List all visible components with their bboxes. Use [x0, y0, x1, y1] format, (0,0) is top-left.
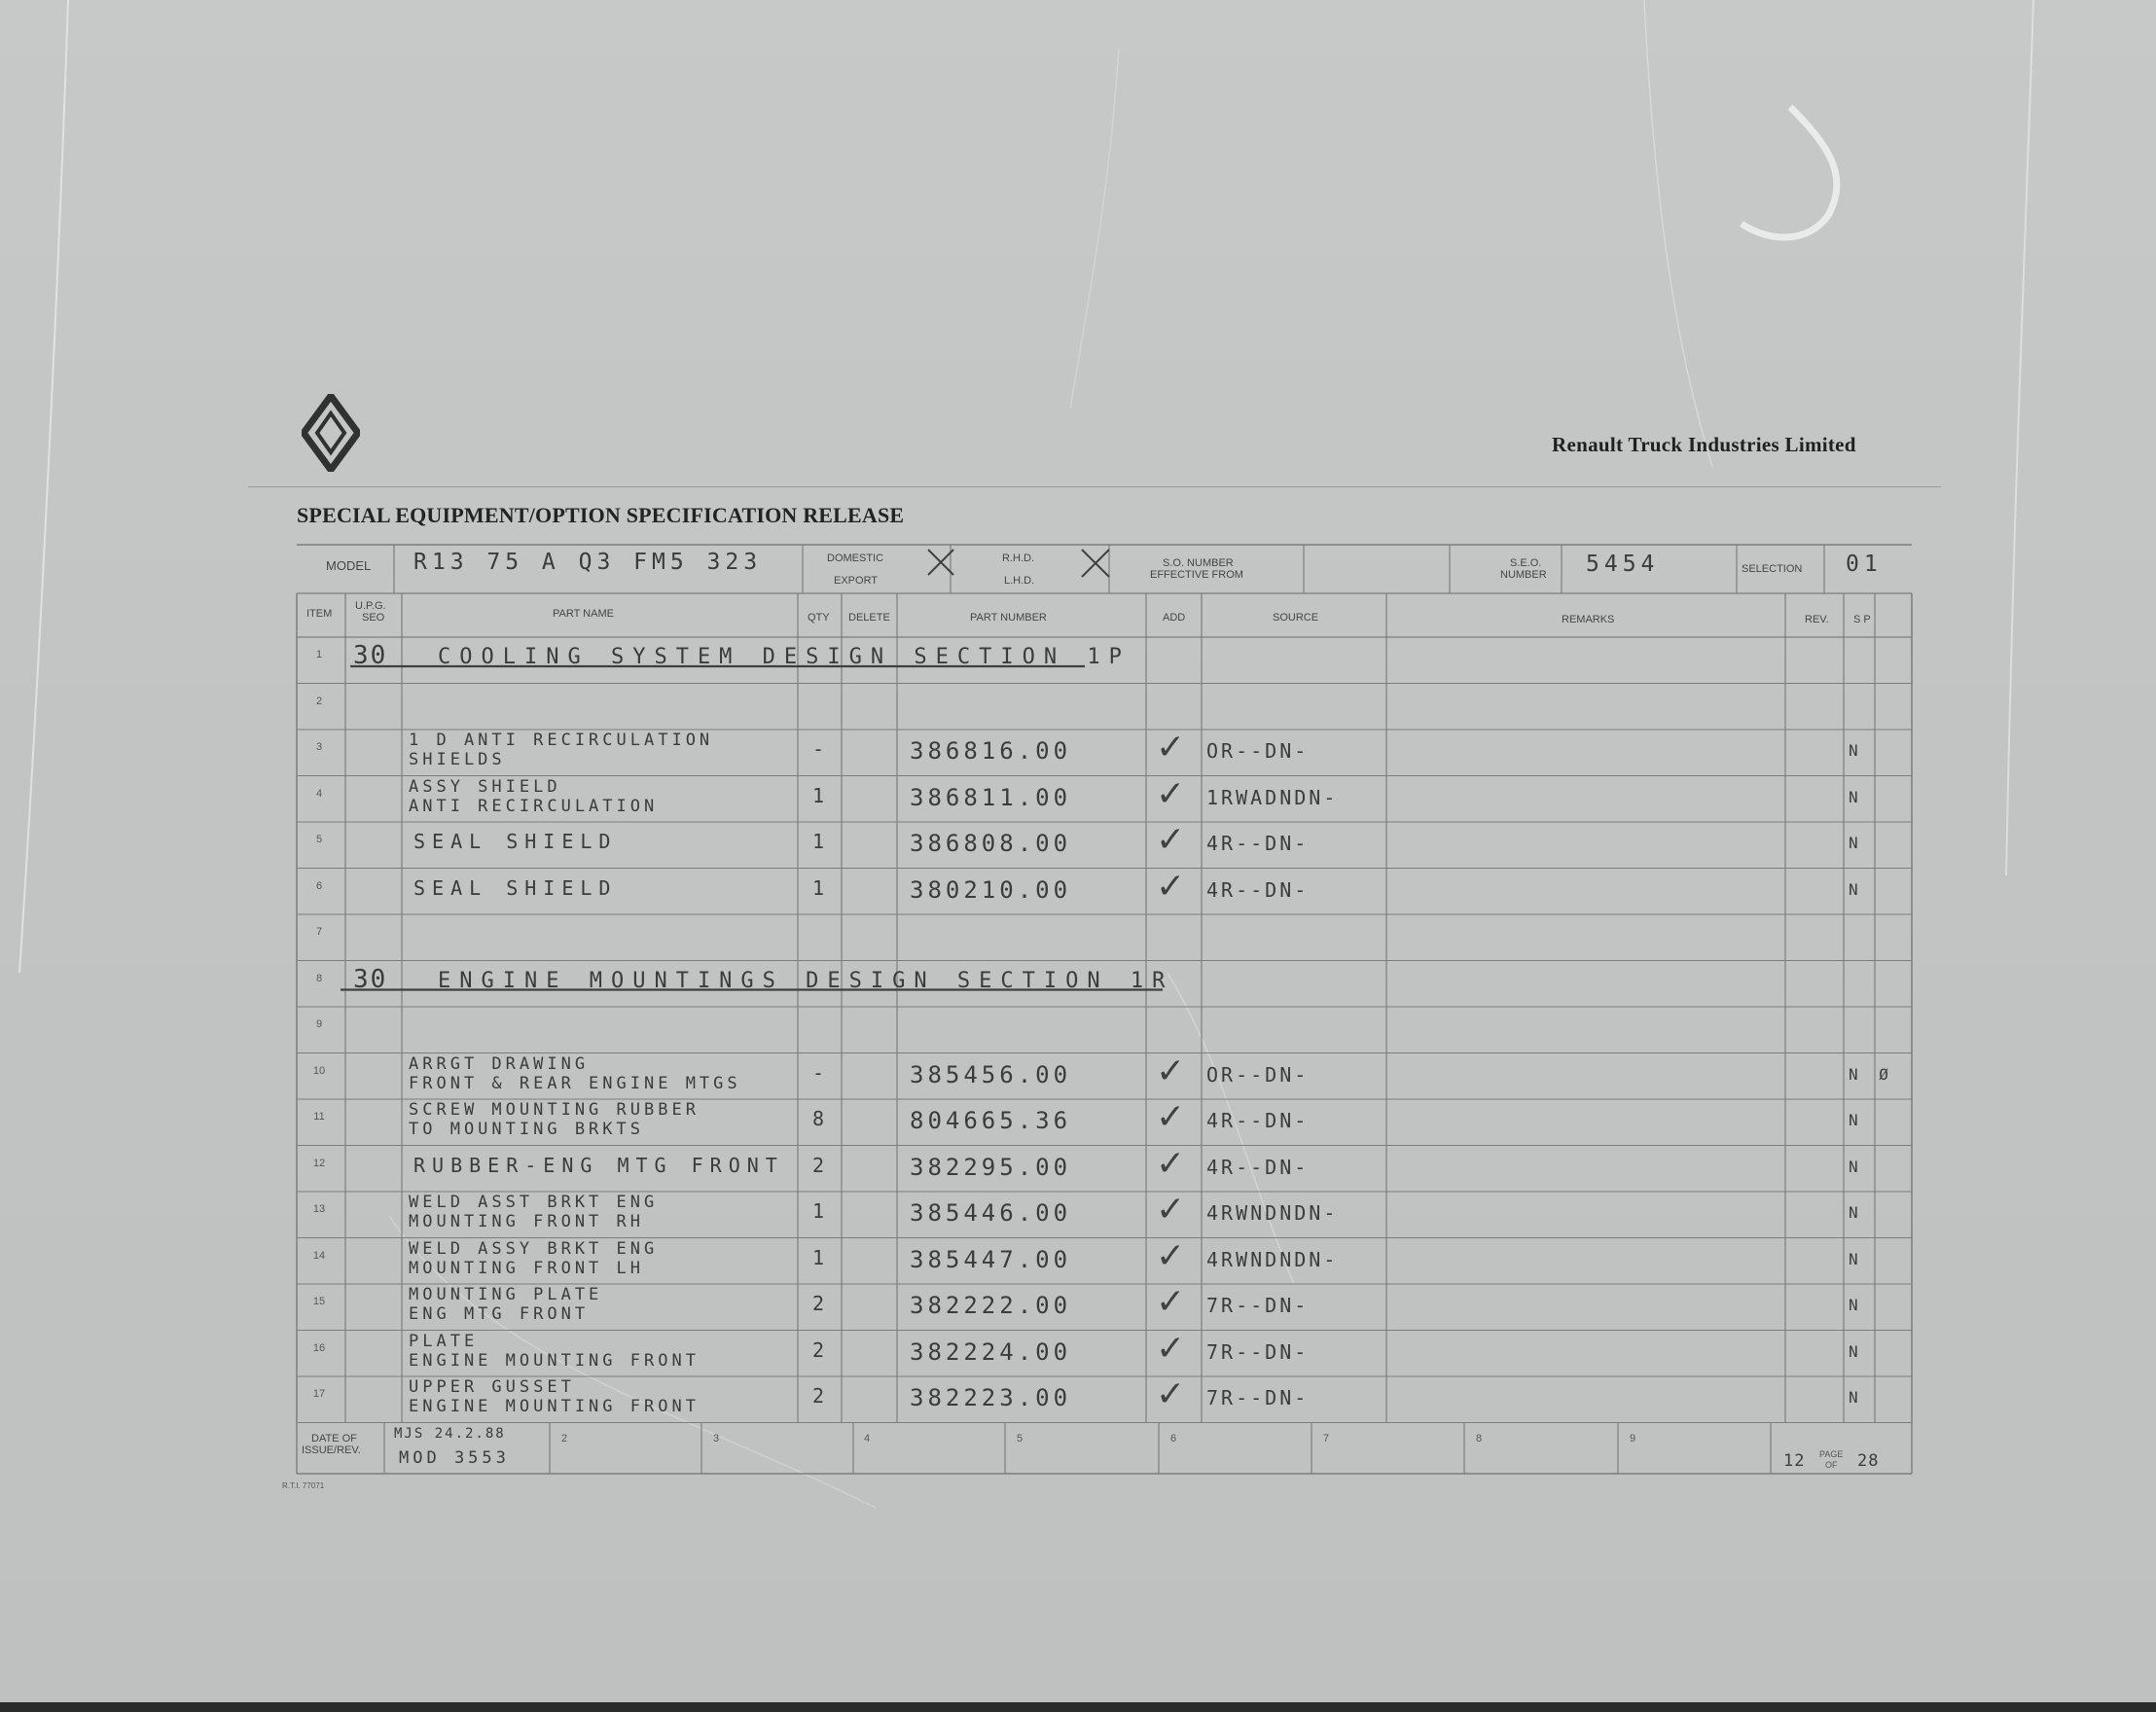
row-qty: 8: [812, 1107, 830, 1130]
row-item-number: 3: [315, 741, 323, 753]
row-part-name: RUBBER-ENG MTG FRONT: [413, 1153, 784, 1177]
issue-box-3: 3: [713, 1433, 720, 1444]
row-part-name: ASSY SHIELD: [409, 776, 561, 797]
row-part-number: 382223.00: [910, 1384, 1072, 1411]
page-label: PAGE: [1819, 1449, 1844, 1459]
col-seo: SEO: [362, 612, 385, 624]
rhd-label: R.H.D.: [1002, 553, 1034, 564]
row-add-check-icon: ✓: [1156, 1235, 1186, 1276]
row-part-name: UPPER GUSSET: [409, 1377, 575, 1397]
so-number-label: S.O. NUMBER: [1163, 557, 1234, 569]
lhd-label: L.H.D.: [1004, 575, 1035, 587]
col-item: ITEM: [306, 608, 333, 620]
row-add-check-icon: ✓: [1156, 1097, 1186, 1137]
issue-box-5: 5: [1017, 1433, 1024, 1444]
row-source: 1RWADNDN-: [1206, 785, 1339, 809]
seo-number-value: 5454: [1586, 552, 1660, 577]
issue-box-6: 6: [1170, 1433, 1177, 1444]
seo-number-label-2: NUMBER: [1500, 569, 1547, 581]
row-item-number: 13: [312, 1203, 326, 1215]
issue-box-4: 4: [864, 1433, 871, 1444]
of-label: OF: [1825, 1460, 1838, 1470]
row-upg-seo: 30: [353, 641, 388, 670]
row-item-number: 16: [312, 1341, 326, 1354]
row-part-number: 386816.00: [910, 737, 1072, 765]
row-sp: N: [1849, 1111, 1864, 1129]
col-qty: QTY: [808, 612, 830, 624]
col-upg: U.P.G.: [355, 600, 386, 612]
row-part-name: WELD ASST BRKT ENG: [409, 1193, 659, 1212]
seo-number-label: S.E.O.: [1510, 557, 1542, 569]
export-label: EXPORT: [834, 575, 879, 587]
row-add-check-icon: ✓: [1156, 773, 1186, 814]
row-part-name: SCREW MOUNTING RUBBER: [409, 1100, 700, 1120]
row-source: 4R--DN-: [1206, 877, 1310, 902]
row-item-number: 12: [312, 1157, 326, 1169]
row-part-name: PLATE: [409, 1331, 479, 1351]
row-qty: -: [812, 1060, 830, 1085]
col-source: SOURCE: [1273, 612, 1319, 624]
row-sp: N: [1849, 1249, 1864, 1268]
selection-value: 01: [1846, 552, 1883, 577]
issue-box-2: 2: [561, 1433, 568, 1444]
row-sp: N: [1849, 879, 1864, 899]
issue-1-mod: MOD 3553: [399, 1448, 510, 1468]
page-total: 28: [1857, 1451, 1880, 1471]
row-part-name-line-2: ENGINE MOUNTING FRONT: [409, 1397, 700, 1416]
selection-label: SELECTION: [1742, 563, 1803, 575]
issue-rev-label: ISSUE/REV.: [302, 1444, 361, 1456]
col-sp: S P: [1853, 614, 1871, 625]
row-part-number: 380210.00: [910, 875, 1072, 904]
row-source: 4RWNDNDN-: [1206, 1247, 1339, 1271]
row-qty: 1: [812, 1245, 830, 1269]
row-add-check-icon: ✓: [1156, 1282, 1186, 1322]
row-item-number: 8: [315, 972, 323, 984]
row-item-number: 10: [312, 1064, 326, 1077]
row-upg-seo: 30: [353, 964, 388, 994]
row-qty: 1: [812, 783, 830, 807]
issue-box-8: 8: [1476, 1433, 1483, 1444]
row-part-number: 385446.00: [910, 1199, 1072, 1227]
row-qty: 2: [812, 1384, 830, 1408]
col-add: ADD: [1163, 612, 1186, 624]
row-part-name-line-2: ENG MTG FRONT: [409, 1304, 590, 1324]
row-qty: 2: [812, 1153, 830, 1177]
row-add-check-icon: ✓: [1156, 1190, 1186, 1230]
issue-1-initials: MJS 24.2.88: [394, 1426, 506, 1442]
form-title: SPECIAL EQUIPMENT/OPTION SPECIFICATION RELEASE: [297, 503, 905, 527]
row-item-number: 5: [315, 834, 323, 845]
row-item-number: 14: [312, 1249, 326, 1262]
row-item-number: 11: [313, 1111, 325, 1123]
row-sp: N: [1849, 1341, 1864, 1361]
row-add-check-icon: ✓: [1156, 1143, 1186, 1184]
row-sp: N: [1849, 834, 1864, 852]
row-part-name: SEAL SHIELD: [413, 875, 618, 900]
row-part-name-line-2: FRONT & REAR ENGINE MTGS: [409, 1073, 741, 1093]
issue-box-9: 9: [1630, 1433, 1636, 1444]
row-part-number: 382222.00: [910, 1292, 1072, 1319]
row-part-name: 1 D ANTI RECIRCULATION: [409, 731, 714, 750]
row-sp: N Ø: [1849, 1064, 1894, 1084]
row-qty: 1: [812, 1199, 830, 1223]
col-remarks: REMARKS: [1562, 614, 1615, 625]
row-item-number: 6: [315, 879, 323, 892]
col-part-name: PART NAME: [553, 608, 614, 620]
row-source: 4R--DN-: [1206, 1109, 1310, 1132]
col-delete: DELETE: [848, 612, 890, 624]
row-item-number: 9: [315, 1018, 323, 1030]
row-sp: N: [1849, 787, 1864, 806]
row-add-check-icon: ✓: [1156, 1328, 1186, 1369]
row-part-number: 382224.00: [910, 1338, 1072, 1366]
company-name: Renault Truck Industries Limited: [1552, 433, 1856, 456]
row-add-check-icon: ✓: [1156, 728, 1186, 767]
row-qty: 1: [812, 830, 830, 853]
date-of-issue-label: DATE OF: [311, 1433, 357, 1444]
row-part-number: 386808.00: [910, 830, 1072, 857]
row-part-number: 804665.36: [910, 1107, 1072, 1134]
row-item-number: 4: [315, 787, 323, 800]
row-sp: N: [1849, 1296, 1864, 1314]
form-code: R.T.I. 77071: [282, 1481, 325, 1490]
domestic-label: DOMESTIC: [827, 553, 884, 564]
row-part-name: MOUNTING PLATE: [409, 1285, 603, 1304]
model-label: MODEL: [326, 558, 372, 573]
domestic-export-x-mark-icon: [926, 548, 955, 577]
row-part-name: COOLING SYSTEM DESIGN SECTION 1P: [438, 645, 1131, 669]
col-rev: REV.: [1805, 614, 1829, 625]
row-source: 4R--DN-: [1206, 1155, 1310, 1179]
row-source: 7R--DN-: [1206, 1386, 1310, 1409]
row-part-number: 382295.00: [910, 1153, 1072, 1181]
row-part-name-line-2: ANTI RECIRCULATION: [409, 796, 659, 816]
row-part-name: ARRGT DRAWING: [409, 1053, 590, 1074]
row-sp: N: [1849, 1203, 1864, 1222]
issue-box-7: 7: [1323, 1433, 1330, 1444]
release-form: [248, 384, 1941, 1503]
row-source: OR--DN-: [1206, 739, 1310, 763]
row-add-check-icon: ✓: [1156, 1374, 1186, 1414]
row-part-name: ENGINE MOUNTINGS DESIGN SECTION 1R: [438, 968, 1174, 993]
model-value: R13 75 A Q3 FM5 323: [413, 550, 763, 575]
row-sp: N: [1849, 1157, 1864, 1176]
row-qty: 2: [812, 1292, 830, 1315]
row-source: OR--DN-: [1206, 1062, 1310, 1087]
rhd-lhd-x-mark-icon: [1080, 548, 1111, 579]
row-sp: N: [1849, 1388, 1864, 1407]
row-item-number: 7: [315, 926, 323, 938]
row-part-name-line-2: MOUNTING FRONT LH: [409, 1258, 644, 1278]
row-sp: N: [1849, 741, 1864, 760]
row-part-name-line-2: TO MOUNTING BRKTS: [409, 1120, 644, 1139]
row-source: 4RWNDNDN-: [1206, 1201, 1339, 1225]
row-qty: -: [812, 737, 830, 761]
film-edge: [0, 1702, 2156, 1712]
row-source: 4R--DN-: [1206, 832, 1310, 855]
row-add-check-icon: ✓: [1156, 866, 1186, 907]
row-source: 7R--DN-: [1206, 1339, 1310, 1364]
row-item-number: 1: [315, 649, 323, 660]
row-qty: 1: [812, 875, 830, 900]
page-number: 12: [1783, 1451, 1806, 1471]
row-part-number: 386811.00: [910, 783, 1072, 811]
row-item-number: 17: [312, 1388, 326, 1400]
row-qty: 2: [812, 1338, 830, 1362]
effective-from-label: EFFECTIVE FROM: [1150, 569, 1243, 581]
row-part-name-line-2: SHIELDS: [409, 750, 506, 769]
row-item-number: 15: [312, 1296, 326, 1307]
row-part-number: 385447.00: [910, 1245, 1072, 1273]
row-item-number: 2: [315, 695, 323, 707]
row-part-name-line-2: MOUNTING FRONT RH: [409, 1212, 644, 1231]
row-source: 7R--DN-: [1206, 1294, 1310, 1317]
row-part-name: SEAL SHIELD: [413, 830, 618, 853]
row-add-check-icon: ✓: [1156, 820, 1186, 860]
row-part-name: WELD ASSY BRKT ENG: [409, 1238, 659, 1259]
row-add-check-icon: ✓: [1156, 1051, 1186, 1091]
col-part-number: PART NUMBER: [970, 612, 1047, 624]
row-part-name-line-2: ENGINE MOUNTING FRONT: [409, 1350, 700, 1371]
row-part-number: 385456.00: [910, 1060, 1072, 1088]
